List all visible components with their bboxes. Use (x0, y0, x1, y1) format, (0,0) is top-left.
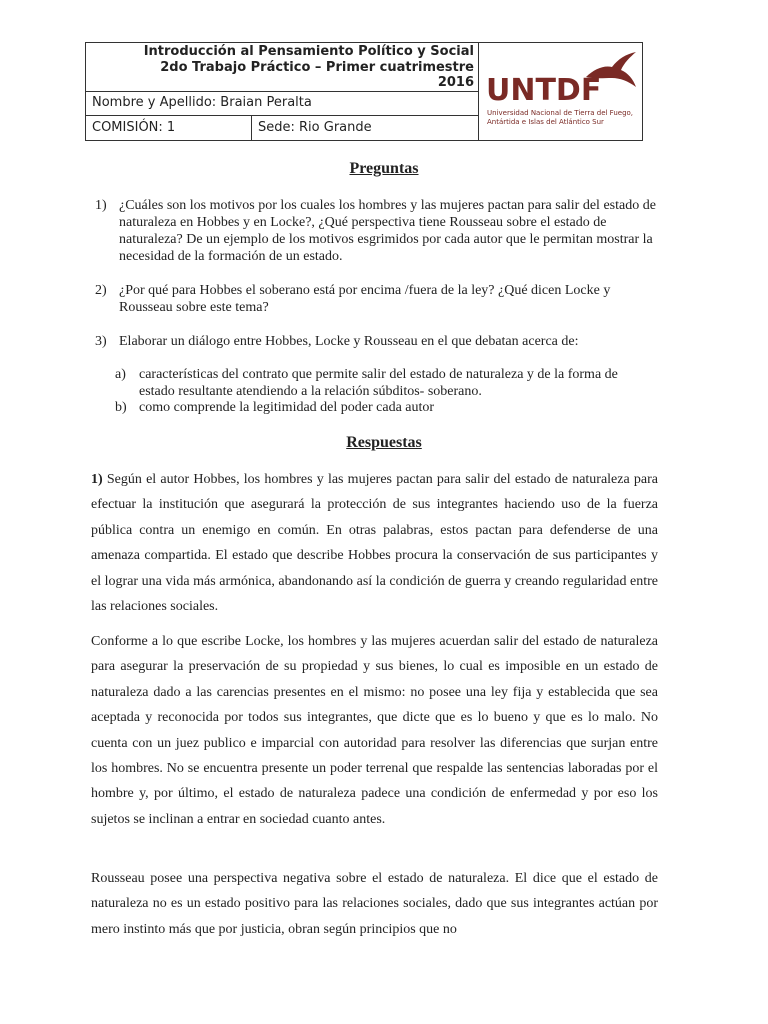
answer-paragraph-2 (91, 629, 658, 832)
answer-text: Conforme a lo que escribe Locke, los hombres y las mujeres acuerdan salir del estado de naturaleza para asegurar la preservación de su propiedad y sus bienes, lo cual es imposible en un estado de naturaleza dado a las carencias presentes en el mismo: no posee una ley fija y establecida que sea aceptada y reconocida por todos sus integrantes, que dicte que es lo bueno y que es lo malo. No cuenta con un juez publico e imparcial con autoridad para resolver las diferencias que surjan entre los hombres. No se encuentra presente un poder terrenal que respalde las sentencias laboradas por el hombre y, por último, el estado de naturaleza padece una condición de enfermedad y por eso los sujetos se inclinan a entrar en sociedad cuanto antes. (91, 634, 658, 827)
answer-number: 1) (91, 472, 103, 487)
answers-heading: Respuestas (346, 434, 422, 451)
answer-text: Según el autor Hobbes, los hombres y las mujeres pactan para salir del estado de naturaleza para efectuar la institución que asegurará la protección de sus integrantes haciendo uso de la fuerza pública contra un enemigo en común. En otras palabras, estos pactan para defenderse de una amenaza compartida. El estado que describe Hobbes procura la conservación de sus participantes y el lograr una vida más armónica, abandonando así la condición de guerra y creando regularidad entre las relaciones sociales. (91, 472, 658, 615)
answer-paragraph-3 (91, 866, 658, 942)
question-number: 2) (95, 283, 107, 298)
question-text: ¿Cuáles son los motivos por los cuales los hombres y las mujeres pactan para salir del estado de naturaleza en Hobbes y en Locke?, ¿Qué perspectiva tiene Rousseau sobre el estado de naturaleza? De un ejemplo de los motivos esgrimidos por cada autor que le permitan mostrar la necesidad de la formación de un estado. (119, 198, 656, 264)
logo-subtitle: Universidad Nacional de Tierra del Fuego, Antártida e Islas del Atlántico Sur (487, 109, 634, 126)
student-name: Nombre y Apellido: Braian Peralta (86, 92, 478, 116)
title-line-1: Introducción al Pensamiento Político y Social (143, 44, 474, 59)
subitem-letter: b) (115, 400, 127, 415)
subitem-text: como comprende la legitimidad del poder cada autor (139, 400, 435, 415)
question-text: Elaborar un diálogo entre Hobbes, Locke y Rousseau en el que debatan acerca de: (119, 334, 579, 349)
university-logo (480, 43, 642, 140)
title-line-2: 2do Trabajo Práctico – Primer cuatrimestre (160, 59, 474, 75)
answer-text: Rousseau posee una perspectiva negativa sobre el estado de naturaleza. El dice que el estado de naturaleza no es un estado positivo para las relaciones sociales, dado que sus integrantes actúan por mero instinto más que por justicia, obran según principios que no (91, 871, 658, 937)
subitem-letter: a) (115, 367, 126, 382)
comision-cell: COMISIÓN: 1 (86, 116, 252, 141)
answer-paragraph-1 (91, 467, 658, 619)
logo-wordmark: UNTDF (486, 73, 602, 108)
title-line-3: 2016 (437, 75, 474, 90)
question-text: ¿Por qué para Hobbes el soberano está por encima /fuera de la ley? ¿Qué dicen Locke y Rousseau sobre este tema? (119, 283, 611, 315)
question-number: 1) (95, 198, 107, 213)
header-table (85, 42, 643, 141)
questions-heading: Preguntas (349, 160, 419, 177)
sede-cell: Sede: Rio Grande (258, 120, 372, 135)
subitem-text: características del contrato que permite salir del estado de naturaleza y de la forma de estado resultante atendiendo a la relación súbditos- soberano. (139, 367, 618, 399)
question-number: 3) (95, 334, 107, 349)
course-title (86, 43, 478, 92)
